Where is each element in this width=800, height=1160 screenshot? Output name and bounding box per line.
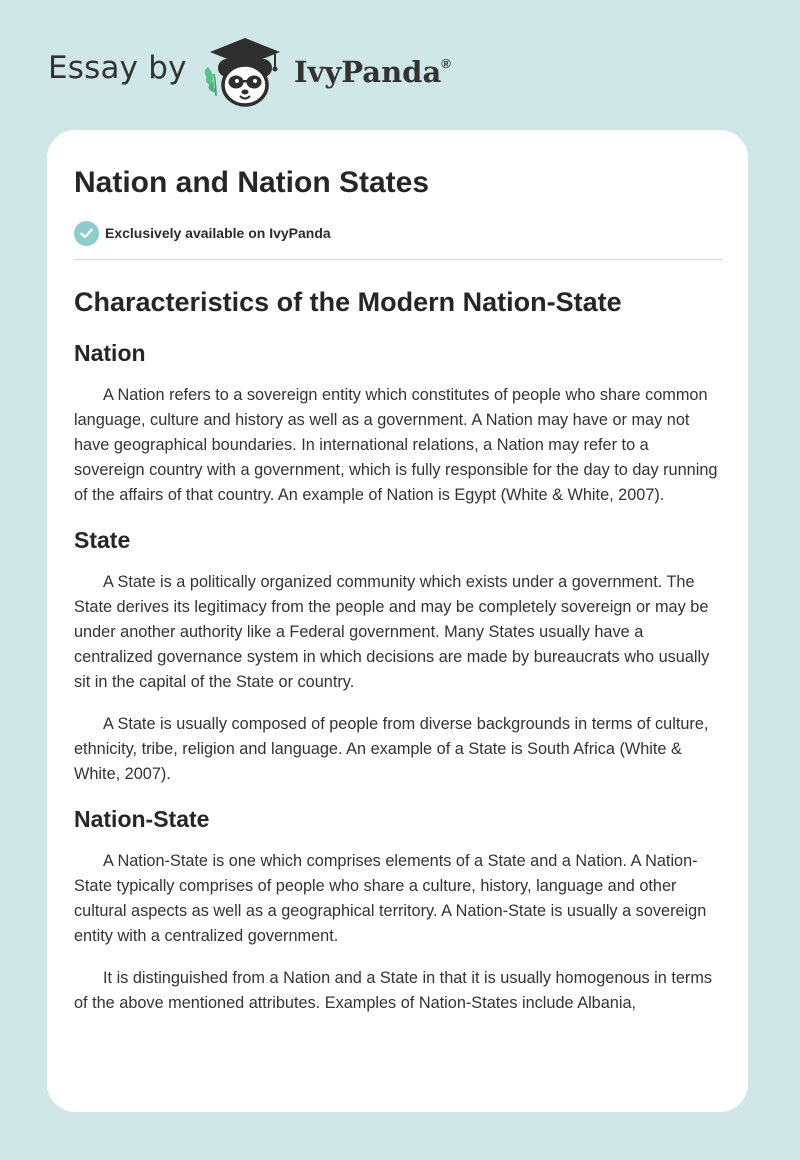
paragraph: A State is usually composed of people from diverse backgrounds in terms of culture, ethnicity, tribe, religion and language. An example of a State is South Africa (White & White, 2007). xyxy=(74,715,709,783)
section-title: Characteristics of the Modern Nation-State xyxy=(74,287,622,317)
ivypanda-logo[interactable] xyxy=(200,34,292,110)
paragraph: A Nation-State is one which comprises elements of a State and a Nation. A Nation-State typically comprises of people who share a culture, history, language and other cultural aspects as well as a geographical territory. A Nation-State is usually a sovereign entity with a centralized government. xyxy=(74,852,707,945)
brand-name[interactable] xyxy=(294,55,451,89)
exclusive-badge xyxy=(74,220,722,246)
paragraph: A Nation refers to a sovereign entity which constitutes of people who share common language, culture and history as well as a government. A Nation may have or may not have geographical boundaries. In international relations, a Nation may refer to a sovereign country with a government, which is fully responsible for the day to day running of the affairs of that country. An example of Nation is Egypt (White & White, 2007). xyxy=(74,386,718,504)
brand-prefix: Essay by xyxy=(48,50,187,86)
registered-mark: ® xyxy=(441,56,451,72)
subsection-heading-nation-state: Nation-State xyxy=(74,806,210,832)
subsection-heading-nation: Nation xyxy=(74,340,146,366)
document-title: Nation and Nation States xyxy=(74,166,430,199)
essay-card xyxy=(47,130,748,1112)
badge-text: Exclusively available on IvyPanda xyxy=(105,225,331,241)
paragraph: A State is a politically organized community which exists under a government. The State derives its legitimacy from the people and may be completely sovereign or may be under another authority like a Federal government. Many States usually have a centralized governance system in which decisions are made by bureaucrats who usually sit in the capital of the State or country. xyxy=(74,573,710,691)
paragraph: It is distinguished from a Nation and a State in that it is usually homogenous in terms of the above mentioned attributes. Examples of Nation-States include Albania, xyxy=(74,969,713,1012)
subsection-heading-state: State xyxy=(74,527,131,553)
check-icon xyxy=(74,221,99,246)
brand-name-text: IvyPanda xyxy=(294,55,442,89)
site-header xyxy=(0,0,800,130)
divider xyxy=(74,259,722,260)
panda-graduate-icon xyxy=(200,34,292,110)
